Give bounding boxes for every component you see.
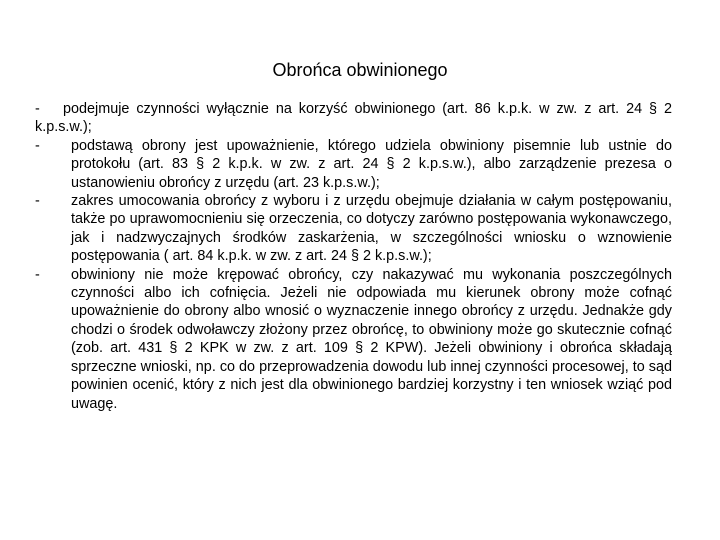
bullet-text: podejmuje czynności wyłącznie na korzyść obwinionego (art. 86 k.p.k. w zw. z art. 24 § 2 k.p.s.w.); xyxy=(35,101,672,136)
slide-title: Obrońca obwinionego xyxy=(272,60,448,80)
bullet-dash: - xyxy=(35,137,40,154)
bullet-list xyxy=(35,100,672,413)
bullet-item xyxy=(35,100,672,137)
bullet-text: podstawą obrony jest upoważnienie, którego udziela obwiniony pisemnie lub ustnie do protokołu (art. 83 § 2 k.p.k. w zw. z art. 24 § 2 k.p.s.w.), albo zarządzenie prezesa o ustanowieniu obrońcy z urzędu (art. 23 k.p.s.w.); xyxy=(71,137,672,191)
bullet-item xyxy=(35,266,672,413)
bullet-text: obwiniony nie może krępować obrońcy, czy nakazywać mu wykonania poszczególnych czynności albo ich cofnięcia. Jeżeli nie odpowiada mu kierunek obrony może cofnąć upoważnienie do obrony albo wnosić o wyznaczenie innego obrońcy z urzędu. Jednakże gdy chodzi o środek odwoławczy złożony przez obrońcę, to obwiniony może go skutecznie cofnąć (zob. art. 431 § 2 KPK w zw. z art. 109 § 2 KPW). Jeżeli obwiniony i obrońca składają sprzeczne wnioski, np. co do przeprowadzenia dowodu lub innej czynności procesowej, to sąd powinien ocenić, który z nich jest dla obwinionego bardziej korzystny i ten wniosek wziąć pod uwagę. xyxy=(71,266,672,412)
bullet-item xyxy=(35,192,672,266)
bullet-item xyxy=(35,137,672,192)
bullet-dash: - xyxy=(35,266,40,283)
bullet-dash: - xyxy=(35,101,40,117)
bullet-dash: - xyxy=(35,193,40,210)
bullet-text: zakres umocowania obrońcy z wyboru i z urzędu obejmuje działania w całym postępowaniu, także po uprawomocnieniu się orzeczenia, co dotyczy zarówno postępowania wykonawczego, jak i nadzwyczajnych środków zaskarżenia, w szczególności wniosku o wznowienie postępowania ( art. 84 k.p.k. w zw. z art. 24 § 2 k.p.s.w.); xyxy=(71,193,672,265)
